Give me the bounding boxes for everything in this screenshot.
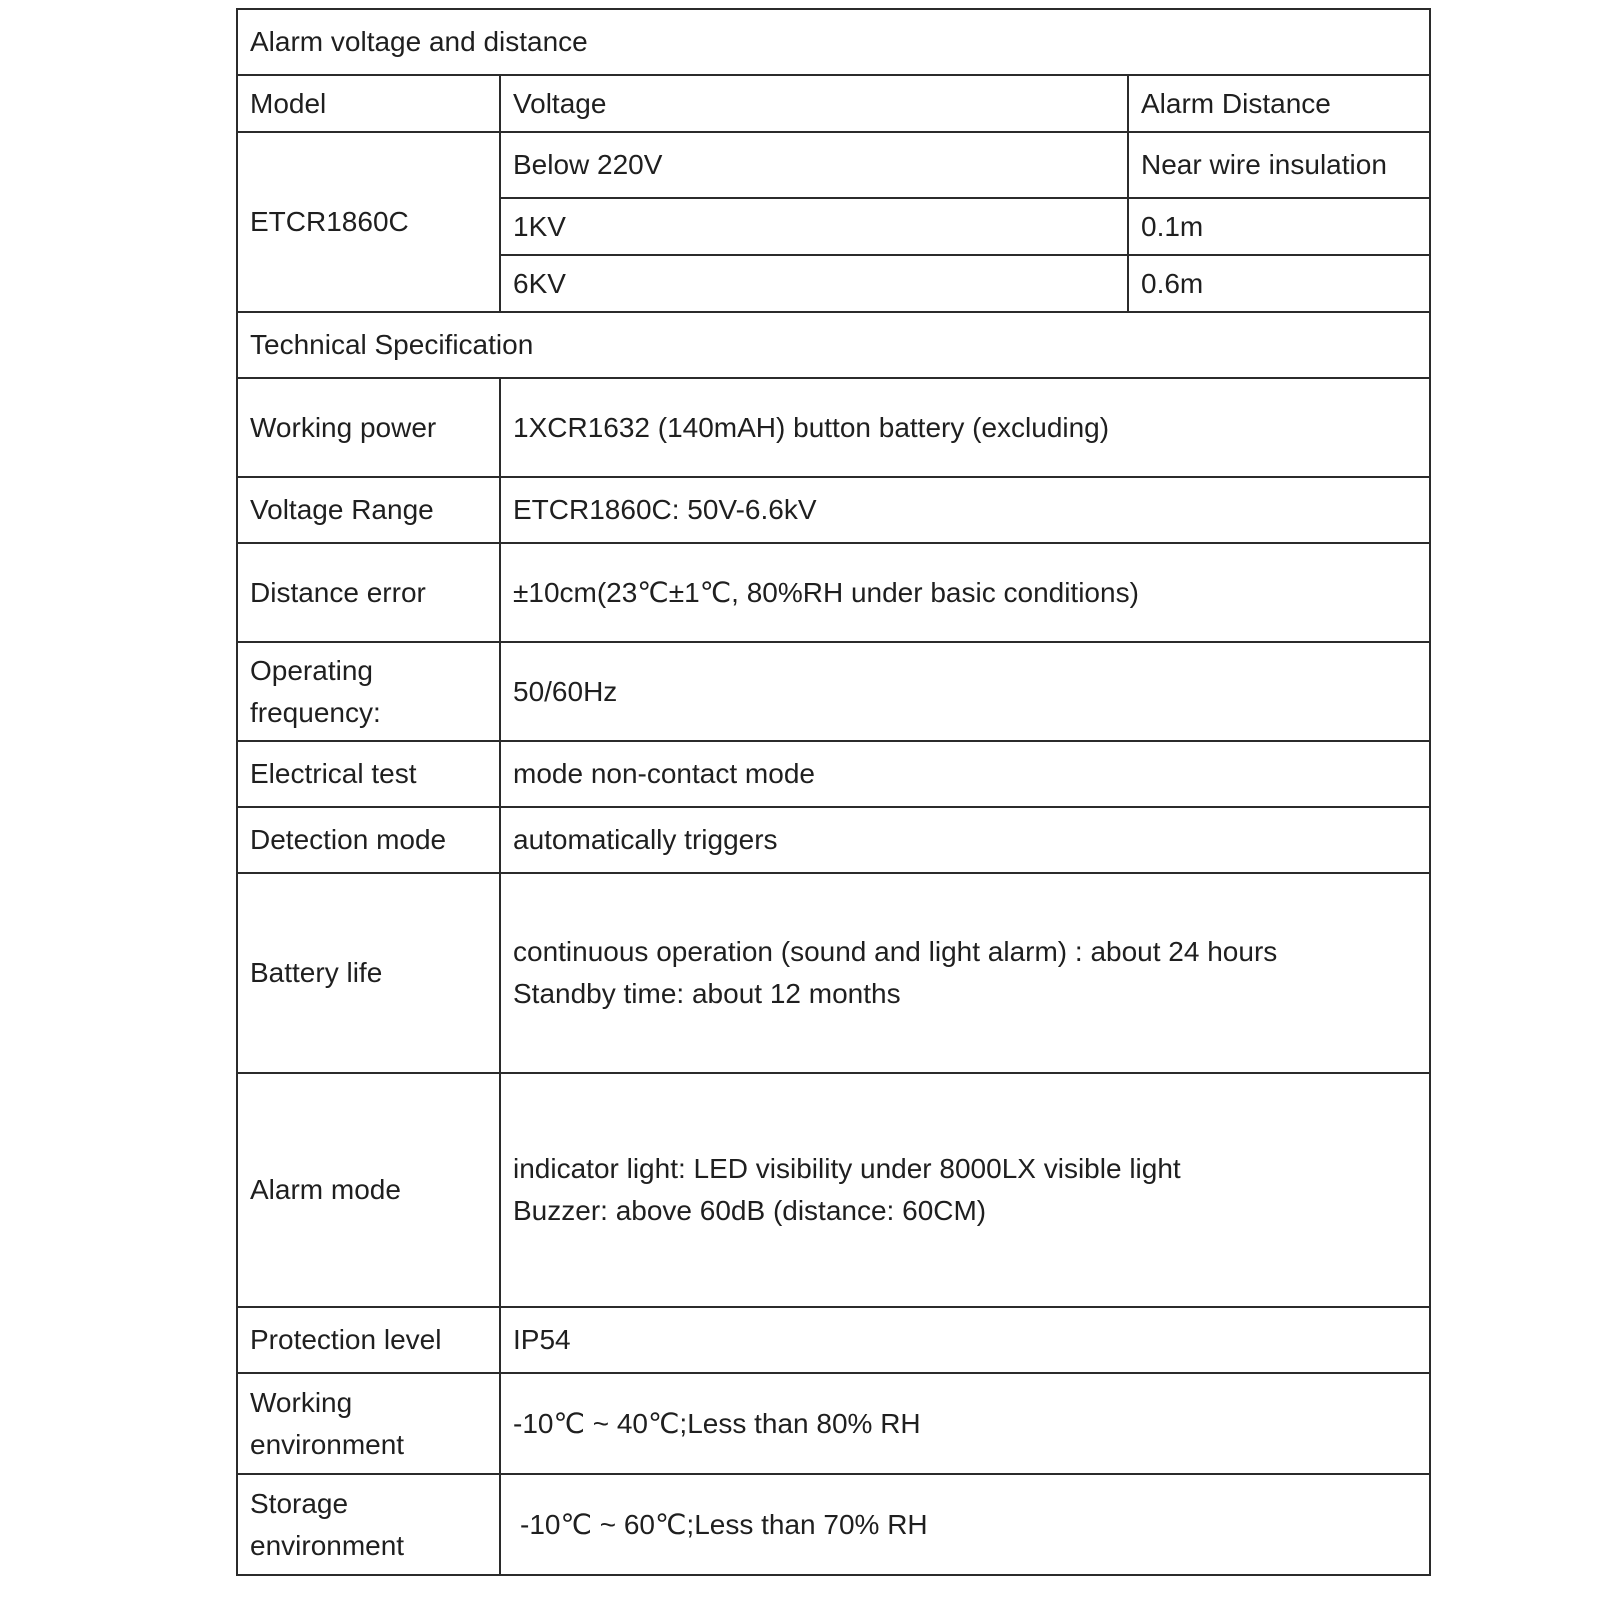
spec-value: 50/60Hz <box>500 642 1430 741</box>
header-voltage: Voltage <box>500 75 1128 132</box>
spec-row <box>237 378 1430 477</box>
spec-row <box>237 873 1430 1073</box>
header-model: Model <box>237 75 500 132</box>
spec-label: Battery life <box>237 873 500 1073</box>
spec-row <box>237 807 1430 873</box>
distance-cell: Near wire insulation <box>1128 132 1430 198</box>
spec-value: IP54 <box>500 1307 1430 1373</box>
spec-value: -10℃ ~ 60℃;Less than 70% RH <box>500 1474 1430 1575</box>
alarm-section-title: Alarm voltage and distance <box>237 9 1430 75</box>
spec-label <box>237 642 500 741</box>
spec-value-line: indicator light: LED visibility under 8000LX visible light <box>513 1153 1181 1184</box>
spec-label-line: Storage <box>250 1487 349 1519</box>
header-alarm-distance: Alarm Distance <box>1128 75 1430 132</box>
alarm-row <box>237 132 1430 198</box>
spec-row <box>237 1474 1430 1575</box>
model-cell: ETCR1860C <box>237 132 500 312</box>
voltage-cell: 1KV <box>500 198 1128 255</box>
spec-row <box>237 477 1430 543</box>
spec-label: Alarm mode <box>237 1073 500 1307</box>
spec-row <box>237 741 1430 807</box>
spec-table <box>236 8 1431 1576</box>
spec-row <box>237 1373 1430 1474</box>
voltage-cell: 6KV <box>500 255 1128 312</box>
spec-label: Voltage Range <box>237 477 500 543</box>
spec-label: Working power <box>237 378 500 477</box>
spec-value-line: continuous operation (sound and light alarm) : about 24 hours <box>513 936 1278 967</box>
spec-label: Detection mode <box>237 807 500 873</box>
spec-value: mode non-contact mode <box>500 741 1430 807</box>
spec-value <box>500 873 1430 1073</box>
spec-value: ETCR1860C: 50V-6.6kV <box>500 477 1430 543</box>
spec-row <box>237 1307 1430 1373</box>
spec-label-line: environment <box>250 1529 405 1561</box>
alarm-section-title-row <box>237 9 1430 75</box>
spec-label <box>237 1474 500 1575</box>
spec-label-line: Operating <box>250 654 373 686</box>
spec-value-line: Buzzer: above 60dB (distance: 60CM) <box>513 1195 987 1226</box>
spec-label: Distance error <box>237 543 500 642</box>
spec-value-line: Standby time: about 12 months <box>513 978 901 1009</box>
spec-label-line: frequency: <box>250 696 381 728</box>
alarm-header-row <box>237 75 1430 132</box>
tech-section-title: Technical Specification <box>237 312 1430 378</box>
distance-cell: 0.6m <box>1128 255 1430 312</box>
spec-value: -10℃ ~ 40℃;Less than 80% RH <box>500 1373 1430 1474</box>
spec-value <box>500 1073 1430 1307</box>
distance-cell: 0.1m <box>1128 198 1430 255</box>
spec-label: Electrical test <box>237 741 500 807</box>
spec-row <box>237 543 1430 642</box>
spec-row <box>237 642 1430 741</box>
voltage-cell: Below 220V <box>500 132 1128 198</box>
spec-label: Protection level <box>237 1307 500 1373</box>
spec-value: 1XCR1632 (140mAH) button battery (excluding) <box>500 378 1430 477</box>
tech-section-title-row <box>237 312 1430 378</box>
spec-label-line: environment <box>250 1428 405 1460</box>
spec-value: ±10cm(23℃±1℃, 80%RH under basic conditions) <box>500 543 1430 642</box>
spec-value: automatically triggers <box>500 807 1430 873</box>
spec-row <box>237 1073 1430 1307</box>
spec-label <box>237 1373 500 1474</box>
spec-label-line: Working <box>250 1386 353 1418</box>
